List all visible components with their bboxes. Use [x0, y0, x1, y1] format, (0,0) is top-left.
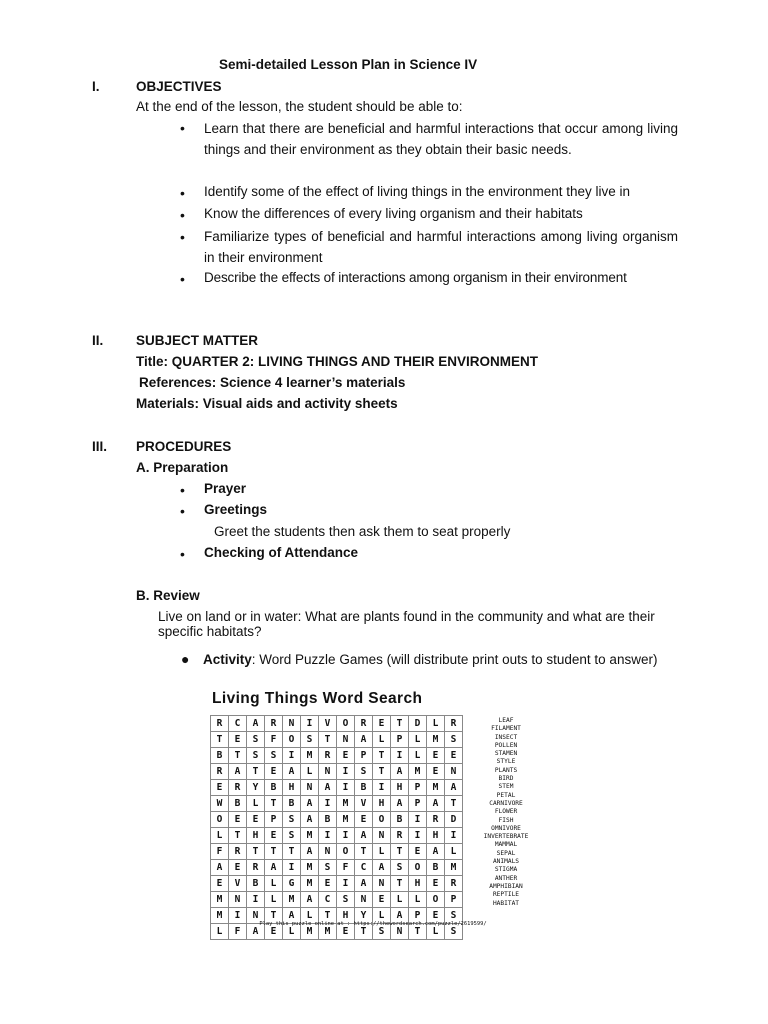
grid-cell: L [373, 732, 391, 748]
grid-cell: S [301, 732, 319, 748]
grid-cell: P [355, 748, 373, 764]
grid-cell: T [373, 764, 391, 780]
grid-cell: I [247, 892, 265, 908]
review-text: Live on land or in water: What are plants found in the community and what are their specific habitats? [158, 609, 655, 639]
grid-cell: A [391, 764, 409, 780]
word-list-item: ANIMALS [492, 858, 520, 866]
subject-title: Title: QUARTER 2: LIVING THINGS AND THEIR ENVIRONMENT [136, 354, 539, 369]
section-number: II. [92, 333, 104, 348]
grid-cell: S [283, 828, 301, 844]
word-list-item: PLANTS [494, 766, 518, 774]
grid-cell: E [373, 716, 391, 732]
grid-cell: A [283, 764, 301, 780]
preparation-heading: A. Preparation [136, 460, 229, 475]
grid-cell: F [229, 924, 247, 940]
word-list-item: REPTILE [492, 891, 520, 899]
activity-line [203, 652, 678, 667]
word-list-item: BIRD [498, 775, 514, 783]
grid-cell: P [409, 908, 427, 924]
grid-cell: L [247, 796, 265, 812]
grid-cell: I [319, 796, 337, 812]
word-list [470, 717, 542, 908]
grid-cell: P [445, 892, 463, 908]
word-search-puzzle [202, 684, 544, 937]
bullet-icon: • [180, 185, 185, 201]
grid-cell: S [445, 732, 463, 748]
grid-cell: N [373, 876, 391, 892]
grid-cell: E [265, 924, 283, 940]
grid-cell: M [337, 812, 355, 828]
grid-cell: E [427, 748, 445, 764]
grid-cell: L [427, 924, 445, 940]
word-list-item: INSECT [494, 733, 518, 741]
grid-cell: C [229, 716, 247, 732]
grid-cell: E [229, 860, 247, 876]
grid-cell: R [211, 716, 229, 732]
grid-cell: A [301, 812, 319, 828]
greetings-text: Greet the students then ask them to seat properly [214, 524, 511, 539]
grid-cell: R [355, 716, 373, 732]
grid-cell: R [445, 716, 463, 732]
grid-row [211, 796, 463, 812]
grid-cell: T [319, 908, 337, 924]
grid-cell: I [283, 860, 301, 876]
grid-cell: S [391, 860, 409, 876]
grid-cell: E [265, 764, 283, 780]
section-number: III. [92, 439, 108, 454]
grid-cell: L [265, 876, 283, 892]
word-list-item: FISH [498, 816, 514, 824]
grid-cell: F [337, 860, 355, 876]
grid-cell: N [319, 764, 337, 780]
grid-cell: M [445, 860, 463, 876]
bullet-icon: • [180, 207, 185, 223]
grid-cell: S [283, 812, 301, 828]
grid-cell: B [265, 780, 283, 796]
grid-cell: P [265, 812, 283, 828]
grid-cell: N [391, 924, 409, 940]
grid-cell: R [391, 828, 409, 844]
grid-cell: E [355, 812, 373, 828]
grid-cell: I [319, 828, 337, 844]
grid-cell: M [211, 892, 229, 908]
grid-cell: M [211, 908, 229, 924]
grid-cell: E [211, 876, 229, 892]
grid-cell: B [247, 876, 265, 892]
grid-cell: I [445, 828, 463, 844]
prep-item-prayer: Prayer [204, 481, 247, 496]
word-list-item: FLOWER [494, 808, 518, 816]
grid-cell: I [301, 716, 319, 732]
grid-cell: T [283, 844, 301, 860]
grid-cell: E [337, 748, 355, 764]
bullet-icon: • [180, 120, 185, 136]
grid-row [211, 716, 463, 732]
grid-cell: A [427, 796, 445, 812]
grid-row [211, 748, 463, 764]
grid-cell: T [229, 748, 247, 764]
grid-row [211, 828, 463, 844]
grid-cell: E [265, 828, 283, 844]
grid-cell: N [301, 780, 319, 796]
grid-cell: E [427, 764, 445, 780]
grid-cell: T [355, 924, 373, 940]
grid-cell: T [409, 924, 427, 940]
grid-cell: B [283, 796, 301, 812]
grid-cell: R [247, 860, 265, 876]
grid-cell: M [283, 892, 301, 908]
grid-cell: B [391, 812, 409, 828]
grid-cell: A [355, 876, 373, 892]
grid-cell: L [409, 748, 427, 764]
grid-cell: M [337, 796, 355, 812]
grid-cell: T [391, 716, 409, 732]
grid-cell: A [427, 844, 445, 860]
objective-item: Know the differences of every living organism and their habitats [204, 206, 583, 221]
grid-cell: E [337, 924, 355, 940]
bullet-icon: • [180, 229, 185, 245]
section-heading-procedures: PROCEDURES [136, 439, 232, 454]
word-list-item: STIGMA [494, 866, 518, 874]
grid-cell: A [355, 732, 373, 748]
grid-cell: T [265, 796, 283, 812]
grid-cell: H [283, 780, 301, 796]
grid-cell: P [409, 796, 427, 812]
objective-item: Describe the effects of interactions among organism in their environment [204, 270, 627, 285]
grid-cell: N [373, 828, 391, 844]
grid-cell: A [211, 860, 229, 876]
grid-cell: L [409, 892, 427, 908]
grid-cell: M [319, 924, 337, 940]
grid-cell: M [301, 876, 319, 892]
grid-cell: L [283, 924, 301, 940]
grid-cell: I [337, 828, 355, 844]
subject-materials: Materials: Visual aids and activity sheets [136, 396, 398, 411]
word-list-item: LEAF [498, 717, 514, 724]
grid-cell: S [319, 860, 337, 876]
grid-cell: V [355, 796, 373, 812]
word-list-item: POLLEN [494, 741, 518, 749]
grid-cell: H [391, 780, 409, 796]
section-heading-objectives: OBJECTIVES [136, 79, 222, 94]
grid-cell: R [265, 716, 283, 732]
grid-cell: W [211, 796, 229, 812]
grid-cell: B [319, 812, 337, 828]
grid-cell: F [265, 732, 283, 748]
grid-cell: H [337, 908, 355, 924]
grid-cell: M [301, 828, 319, 844]
grid-cell: A [265, 860, 283, 876]
grid-cell: E [409, 844, 427, 860]
subject-references: References: Science 4 learner’s materials [139, 375, 406, 390]
objectives-intro: At the end of the lesson, the student should be able to: [136, 99, 463, 114]
bullet-icon: • [180, 503, 185, 519]
word-list-item: SEPAL [496, 849, 516, 857]
grid-row [211, 812, 463, 828]
grid-cell: M [301, 860, 319, 876]
grid-cell: R [211, 764, 229, 780]
grid-cell: O [409, 860, 427, 876]
grid-cell: T [391, 844, 409, 860]
grid-cell: N [229, 892, 247, 908]
word-list-item: STYLE [496, 758, 516, 766]
grid-cell: I [337, 780, 355, 796]
grid-cell: T [373, 748, 391, 764]
grid-cell: L [265, 892, 283, 908]
grid-cell: N [337, 732, 355, 748]
review-heading: B. Review [136, 588, 200, 603]
grid-cell: A [373, 860, 391, 876]
grid-cell: T [265, 908, 283, 924]
grid-cell: T [355, 844, 373, 860]
word-list-item: CARNIVORE [489, 799, 523, 807]
grid-cell: A [391, 908, 409, 924]
grid-cell: N [445, 764, 463, 780]
grid-cell: A [229, 764, 247, 780]
page-title: Semi-detailed Lesson Plan in Science IV [219, 57, 478, 72]
grid-cell: R [229, 844, 247, 860]
grid-cell: E [211, 780, 229, 796]
grid-cell: Y [355, 908, 373, 924]
bullet-icon: • [180, 546, 185, 562]
grid-cell: F [211, 844, 229, 860]
grid-cell: A [391, 796, 409, 812]
grid-cell: T [265, 844, 283, 860]
grid-cell: N [283, 716, 301, 732]
grid-cell: A [283, 908, 301, 924]
grid-cell: L [427, 716, 445, 732]
bullet-icon: • [180, 271, 185, 287]
grid-cell: H [373, 796, 391, 812]
grid-cell: L [301, 908, 319, 924]
grid-cell: S [445, 924, 463, 940]
grid-cell: H [247, 828, 265, 844]
grid-cell: S [445, 908, 463, 924]
bullet-icon: ● [181, 651, 190, 667]
grid-row [211, 764, 463, 780]
grid-cell: E [319, 876, 337, 892]
grid-cell: V [319, 716, 337, 732]
grid-cell: L [373, 844, 391, 860]
grid-cell: A [301, 796, 319, 812]
grid-cell: T [211, 732, 229, 748]
grid-cell: T [391, 876, 409, 892]
grid-row [211, 732, 463, 748]
grid-cell: M [301, 748, 319, 764]
word-list-item: HABITAT [492, 899, 520, 907]
grid-cell: P [391, 732, 409, 748]
grid-cell: O [337, 844, 355, 860]
grid-cell: R [319, 748, 337, 764]
grid-cell: P [409, 780, 427, 796]
grid-cell: T [247, 844, 265, 860]
grid-cell: T [229, 828, 247, 844]
grid-cell: C [319, 892, 337, 908]
prep-item-attendance: Checking of Attendance [204, 545, 359, 560]
grid-row [211, 892, 463, 908]
puzzle-footer: Play this puzzle online at : https://thewordsearch.com/puzzle/2619599/ [259, 921, 487, 927]
grid-cell: S [247, 748, 265, 764]
activity-text: : Word Puzzle Games (will distribute print outs to student to answer) [251, 652, 658, 667]
activity-label: Activity [203, 652, 252, 667]
grid-cell: E [427, 876, 445, 892]
grid-row [211, 844, 463, 860]
grid-cell: S [373, 924, 391, 940]
grid-cell: L [211, 924, 229, 940]
bullet-icon: • [180, 482, 185, 498]
grid-cell: C [355, 860, 373, 876]
grid-cell: T [445, 796, 463, 812]
grid-cell: O [283, 732, 301, 748]
grid-row [211, 860, 463, 876]
grid-cell: O [427, 892, 445, 908]
grid-cell: I [337, 876, 355, 892]
objective-item: Familiarize types of beneficial and harmful interactions among living organism in their environment [204, 229, 678, 265]
grid-cell: T [247, 764, 265, 780]
grid-cell: M [427, 780, 445, 796]
word-list-item: PETAL [496, 791, 516, 799]
grid-cell: A [301, 844, 319, 860]
grid-cell: D [409, 716, 427, 732]
grid-cell: R [229, 780, 247, 796]
grid-cell: H [427, 828, 445, 844]
word-list-item: FILAMENT [491, 725, 521, 733]
grid-cell: B [355, 780, 373, 796]
grid-cell: L [211, 828, 229, 844]
grid-cell: I [283, 748, 301, 764]
grid-cell: A [247, 924, 265, 940]
section-number: I. [92, 79, 100, 94]
grid-cell: E [247, 812, 265, 828]
grid-cell: E [229, 812, 247, 828]
grid-cell: L [373, 908, 391, 924]
section-heading-subject-matter: SUBJECT MATTER [136, 333, 259, 348]
grid-cell: G [283, 876, 301, 892]
grid-cell: Y [247, 780, 265, 796]
objective-item: Identify some of the effect of living things in the environment they live in [204, 184, 630, 199]
grid-cell: I [229, 908, 247, 924]
grid-cell: N [319, 844, 337, 860]
grid-cell: O [337, 716, 355, 732]
grid-cell: E [427, 908, 445, 924]
word-list-item: OMNIVORE [491, 824, 521, 832]
grid-cell: I [409, 828, 427, 844]
word-list-item: ANTHER [494, 874, 518, 882]
grid-cell: I [337, 764, 355, 780]
grid-cell: L [391, 892, 409, 908]
objective-item: Learn that there are beneficial and harmful interactions that occur among living things and their environment as they obtain their basic needs. [204, 121, 678, 157]
letter-grid [210, 715, 463, 940]
grid-cell: R [427, 812, 445, 828]
grid-cell: S [355, 764, 373, 780]
grid-cell: H [409, 876, 427, 892]
grid-row [211, 780, 463, 796]
prep-item-greetings: Greetings [204, 502, 268, 517]
grid-cell: E [229, 732, 247, 748]
grid-cell: D [445, 812, 463, 828]
grid-cell: S [337, 892, 355, 908]
grid-cell: V [229, 876, 247, 892]
grid-cell: A [355, 828, 373, 844]
grid-cell: N [247, 908, 265, 924]
grid-cell: A [445, 780, 463, 796]
grid-cell: A [319, 780, 337, 796]
word-list-item: STEM [498, 783, 514, 791]
grid-cell: S [247, 732, 265, 748]
grid-cell: B [211, 748, 229, 764]
grid-cell: N [355, 892, 373, 908]
grid-cell: M [427, 732, 445, 748]
grid-row [211, 876, 463, 892]
grid-cell: E [445, 748, 463, 764]
grid-cell: L [445, 844, 463, 860]
grid-cell: M [409, 764, 427, 780]
grid-cell: O [211, 812, 229, 828]
grid-cell: O [373, 812, 391, 828]
grid-cell: I [409, 812, 427, 828]
puzzle-title: Living Things Word Search [212, 690, 423, 707]
word-list-item: STAMEN [494, 750, 518, 758]
grid-cell: M [301, 924, 319, 940]
grid-cell: L [409, 732, 427, 748]
grid-cell: I [391, 748, 409, 764]
grid-cell: L [301, 764, 319, 780]
grid-cell: B [427, 860, 445, 876]
grid-cell: A [247, 716, 265, 732]
word-list-item: INVERTEBRATE [483, 833, 529, 841]
grid-cell: T [319, 732, 337, 748]
grid-cell: B [229, 796, 247, 812]
grid-cell: S [265, 748, 283, 764]
grid-cell: R [445, 876, 463, 892]
grid-cell: A [301, 892, 319, 908]
grid-cell: I [373, 780, 391, 796]
word-list-item: AMPHIBIAN [489, 882, 523, 890]
grid-cell: E [373, 892, 391, 908]
word-list-item: MAMMAL [494, 841, 518, 849]
